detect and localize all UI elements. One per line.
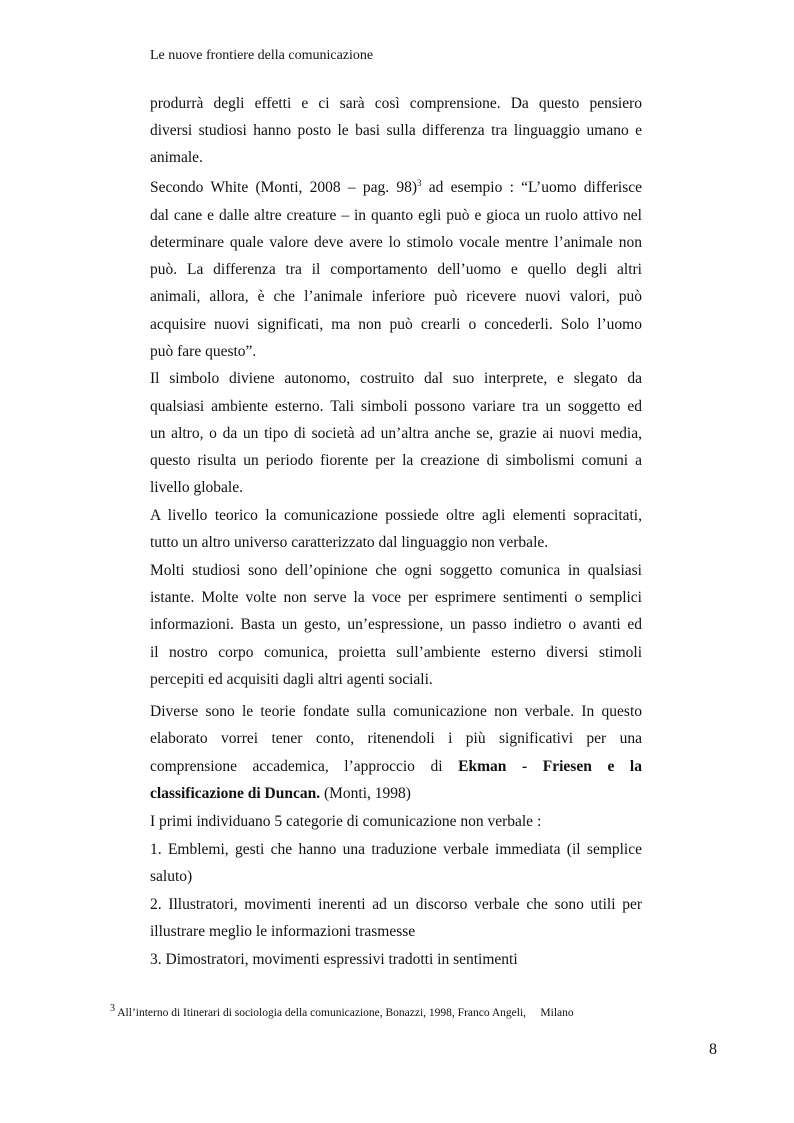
text-line: animali, allora, è che l’animale inferiore può ricevere nuovi valori, può (150, 288, 642, 305)
text-line: Il simbolo diviene autonomo, costruito dal suo interprete, e slegato da (150, 370, 642, 387)
text-line: percepiti ed acquisiti dagli altri agenti sociali. (150, 671, 433, 688)
text-line: qualsiasi ambiente esterno. Tali simboli possono variare tra un soggetto ed (150, 398, 642, 415)
text-line: saluto) (150, 868, 193, 885)
text-line: istante. Molte volte non serve la voce per esprimere sentimenti o semplici (150, 589, 642, 606)
text-line: un altro, o da un tipo di società ad un’altra anche se, grazie ai nuovi media, (150, 425, 642, 442)
text-line (150, 178, 642, 198)
footnote-number: 3 (110, 1003, 115, 1015)
text-line: può. La differenza tra il comportamento dell’uomo e quello degli altri (150, 261, 642, 278)
footnote-text: All’interno di Itinerari di sociologia della comunicazione, Bonazzi, 1998, Franco Angeli, Milano (117, 1007, 574, 1019)
text-line: A livello teorico la comunicazione possiede oltre agli elementi sopracitati, (150, 507, 642, 524)
text-line: può fare questo”. (150, 343, 257, 360)
text-line: informazioni. Basta un gesto, un’espressione, un passo indietro o avanti ed (150, 616, 642, 633)
text-segment: Secondo White (Monti, 2008 – pag. 98) (150, 179, 418, 196)
text-line: Molti studiosi sono dell’opinione che ogni soggetto comunica in qualsiasi (150, 562, 642, 579)
text-segment: ad esempio : “L’uomo differisce (428, 179, 642, 196)
running-header: Le nuove frontiere della comunicazione (150, 48, 374, 63)
text-line (150, 784, 642, 804)
text-line: dal cane e dalle altre creature – in quanto egli può e gioca un ruolo attivo nel (150, 207, 642, 224)
bold-text: Ekman - Friesen e la (458, 758, 642, 775)
text-line: diversi studiosi hanno posto le basi sulla differenza tra linguaggio umano e (150, 122, 642, 139)
text-line: 2. Illustratori, movimenti inerenti ad un discorso verbale che sono utili per (150, 896, 642, 913)
text-line: 1. Emblemi, gesti che hanno una traduzione verbale immediata (il semplice (150, 841, 642, 858)
text-line: produrrà degli effetti e ci sarà così comprensione. Da questo pensiero (150, 95, 642, 112)
text-line: elaborato vorrei tener conto, ritenendoli i più significativi per una (150, 730, 642, 747)
footnote-ref: 3 (417, 177, 422, 188)
footnote (110, 1003, 574, 1019)
text-line: I primi individuano 5 categorie di comunicazione non verbale : (150, 813, 542, 830)
text-line: 3. Dimostratori, movimenti espressivi tradotti in sentimenti (150, 951, 518, 968)
text-line: livello globale. (150, 479, 243, 496)
text-line: determinare quale valore deve avere lo stimolo vocale mentre l’animale non (150, 234, 642, 251)
bold-text: classificazione di Duncan. (150, 785, 321, 802)
text-segment: comprensione accademica, l’approccio di (150, 758, 443, 775)
text-line: tutto un altro universo caratterizzato dal linguaggio non verbale. (150, 534, 549, 551)
text-line: questo risulta un periodo fiorente per la creazione di simbolismi comuni a (150, 452, 642, 469)
text-line: acquisire nuovi significati, ma non può crearli o concederli. Solo l’uomo (150, 316, 642, 333)
text-segment: (Monti, 1998) (323, 785, 411, 802)
text-line: animale. (150, 149, 203, 166)
text-line: il nostro corpo comunica, proietta sull’ambiente esterno diversi stimoli (150, 644, 642, 661)
text-line: Diverse sono le teorie fondate sulla comunicazione non verbale. In questo (150, 703, 642, 720)
page-number: 8 (709, 1041, 717, 1058)
text-line (150, 757, 642, 777)
text-line: illustrare meglio le informazioni trasmesse (150, 923, 416, 940)
